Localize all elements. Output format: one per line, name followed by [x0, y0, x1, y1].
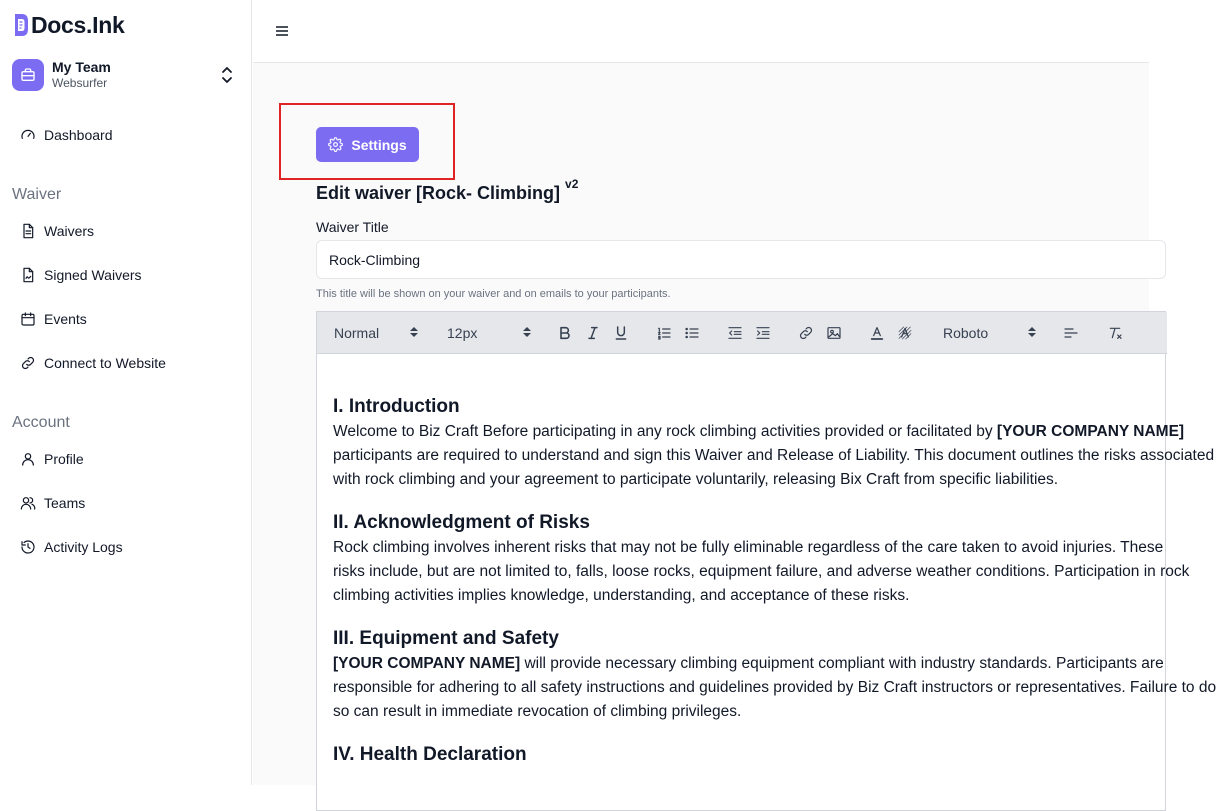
sidebar-item-waivers[interactable]: [12, 215, 240, 247]
italic-icon: [585, 325, 601, 341]
gauge-icon: [20, 127, 36, 143]
font-select-value: Roboto: [943, 325, 989, 341]
background-color-button[interactable]: [895, 323, 915, 343]
waiver-title-input[interactable]: [316, 240, 1166, 279]
section-paragraph: [333, 536, 1190, 608]
sidebar: [0, 0, 252, 785]
logo-text: Docs.Ink: [31, 11, 125, 38]
sidebar-item-label: Profile: [44, 451, 84, 467]
nav-section-account: Account: [12, 414, 70, 431]
bold-icon: [557, 325, 573, 341]
chevron-up-down-icon[interactable]: [220, 66, 234, 84]
paragraph-text: climbing activities implies knowledge, understanding, and acceptance of these risks.: [333, 587, 910, 604]
calendar-icon: [20, 311, 36, 327]
users-icon: [20, 495, 36, 511]
team-subtitle: Websurfer: [52, 76, 108, 90]
clear-format-icon: [1107, 325, 1123, 341]
signed-document-icon: [20, 267, 36, 283]
format-select-value: Normal: [334, 325, 380, 341]
team-avatar: [12, 59, 44, 91]
top-bar: [253, 0, 1149, 63]
history-icon: [20, 539, 36, 555]
section-heading: I. Introduction: [333, 396, 460, 417]
document-icon: [20, 223, 36, 239]
sidebar-item-dashboard[interactable]: [12, 119, 240, 151]
paragraph-text: so can result in immediate revocation of climbing privileges.: [333, 703, 742, 720]
editor-toolbar: [317, 312, 1167, 354]
ordered-list-icon: [656, 325, 672, 341]
link-icon: [798, 325, 814, 341]
select-caret-icon: [523, 325, 531, 339]
editor-content[interactable]: [333, 394, 1216, 768]
page-title: [316, 177, 579, 204]
section-heading: III. Equipment and Safety: [333, 628, 559, 649]
select-caret-icon: [1028, 325, 1036, 339]
section-paragraph: [333, 420, 1215, 492]
align-left-icon: [1063, 325, 1079, 341]
text-color-icon: [869, 325, 885, 341]
paragraph-text: Rock climbing involves inherent risks that may not be fully eliminable regardless of the care taken to avoid injuries. These: [333, 539, 1164, 556]
ordered-list-button[interactable]: [654, 323, 674, 343]
page-title-text: Edit waiver [Rock- Climbing]: [316, 183, 561, 203]
indent-icon: [755, 325, 771, 341]
nav-section-waiver: Waiver: [12, 186, 62, 203]
clear-format-button[interactable]: [1105, 323, 1125, 343]
paragraph-text: Welcome to Biz Craft Before participating in any rock climbing activities provided or facilitated by: [333, 423, 997, 440]
size-select-value: 12px: [447, 325, 478, 341]
hamburger-menu-icon[interactable]: [275, 24, 289, 38]
image-icon: [826, 325, 842, 341]
main-content: [253, 63, 1216, 785]
sidebar-item-profile[interactable]: [12, 443, 240, 475]
doc-logo-icon: [12, 13, 30, 37]
font-select[interactable]: [943, 322, 1036, 344]
paragraph-text: with rock climbing and your agreement to participate voluntarily, releasing Bix Craft from specific liabilities.: [333, 471, 1059, 488]
gear-icon: [328, 137, 343, 152]
user-icon: [20, 451, 36, 467]
sidebar-item-label: Events: [44, 311, 87, 327]
settings-label: Settings: [351, 136, 407, 153]
indent-button[interactable]: [753, 323, 773, 343]
bold-button[interactable]: [555, 323, 575, 343]
underline-button[interactable]: [611, 323, 631, 343]
bullet-list-icon: [684, 325, 700, 341]
sidebar-item-label: Activity Logs: [44, 539, 123, 555]
size-select[interactable]: [447, 322, 531, 344]
bullet-list-button[interactable]: [682, 323, 702, 343]
waiver-title-label: Waiver Title: [316, 219, 389, 235]
outdent-icon: [727, 325, 743, 341]
sidebar-item-label: Dashboard: [44, 127, 113, 143]
waiver-title-help: This title will be shown on your waiver and on emails to your participants.: [316, 288, 671, 300]
sidebar-item-label: Teams: [44, 495, 86, 511]
section-heading: IV. Health Declaration: [333, 744, 527, 765]
italic-button[interactable]: [583, 323, 603, 343]
link-button[interactable]: [796, 323, 816, 343]
briefcase-icon: [20, 67, 36, 83]
paragraph-bold-text: [YOUR COMPANY NAME]: [333, 655, 521, 672]
rich-text-editor: [316, 311, 1216, 811]
outdent-button[interactable]: [725, 323, 745, 343]
align-button[interactable]: [1061, 323, 1081, 343]
sidebar-item-label: Waivers: [44, 223, 95, 239]
sidebar-item-events[interactable]: [12, 303, 240, 335]
paragraph-text: responsible for adhering to all safety instructions and guidelines provided by Biz Craft instructors or representatives. Failure to do: [333, 679, 1216, 696]
team-switcher[interactable]: [12, 56, 240, 94]
paragraph-text: risks include, but are not limited to, falls, loose rocks, equipment failure, and adverse weather conditions. Participation in rock: [333, 563, 1190, 580]
sidebar-item-teams[interactable]: [12, 487, 240, 519]
image-button[interactable]: [824, 323, 844, 343]
paragraph-text: will provide necessary climbing equipment compliant with industry standards. Participants are: [520, 655, 1164, 672]
settings-button[interactable]: [316, 127, 419, 162]
background-color-icon: [897, 325, 913, 341]
sidebar-item-connect-to-website[interactable]: [12, 347, 240, 379]
section-heading: II. Acknowledgment of Risks: [333, 512, 590, 533]
underline-icon: [613, 325, 629, 341]
select-caret-icon: [410, 325, 418, 339]
sidebar-item-activity-logs[interactable]: [12, 531, 240, 563]
text-color-button[interactable]: [867, 323, 887, 343]
section-paragraph: [333, 652, 1216, 724]
format-select[interactable]: [334, 322, 418, 344]
team-name: My Team: [52, 59, 111, 75]
sidebar-item-signed-waivers[interactable]: [12, 259, 240, 291]
sidebar-item-label: Signed Waivers: [44, 267, 142, 283]
sidebar-item-label: Connect to Website: [44, 355, 166, 371]
link-icon: [20, 355, 36, 371]
paragraph-bold-text: [YOUR COMPANY NAME]: [996, 423, 1185, 440]
app-logo[interactable]: [12, 12, 124, 38]
paragraph-text: participants are required to understand and sign this Waiver and Release of Liability. This document outlines the risks associated: [333, 447, 1215, 464]
version-badge: v2: [565, 177, 579, 191]
